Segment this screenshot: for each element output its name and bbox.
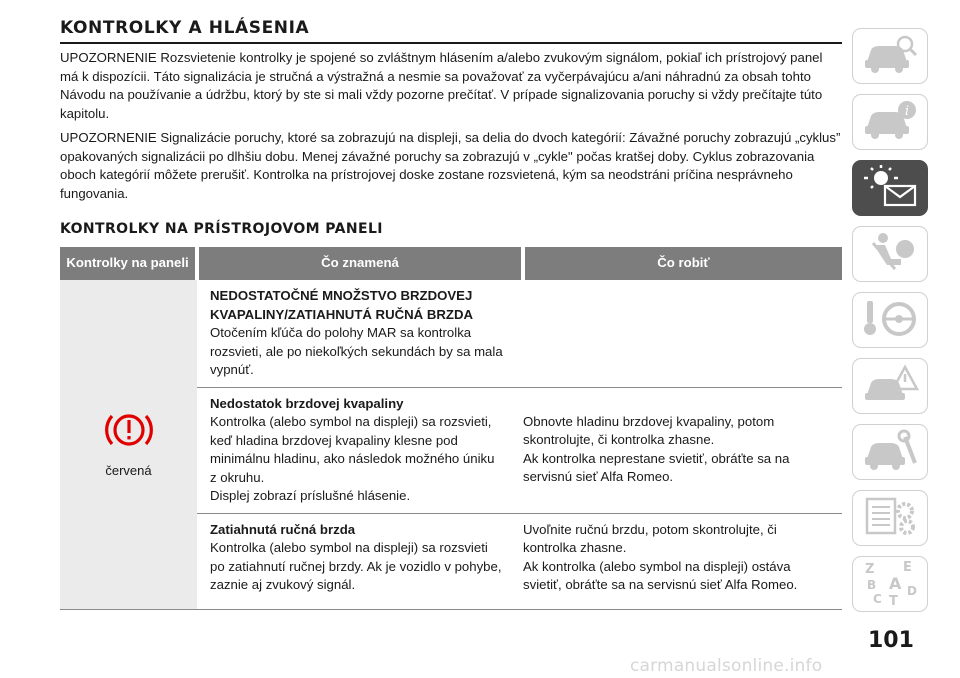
tab-starting-driving[interactable]	[852, 292, 928, 348]
meaning-line: zaznie aj zvukový signál.	[210, 577, 356, 592]
specifications-gears-icon	[861, 495, 919, 542]
column-header-lights: Kontrolky na paneli	[60, 247, 197, 280]
warning-paragraph-1: UPOZORNENIE Rozsvietenie kontrolky je spojené so zvláštnym hlásením a/alebo zvukovým signálom, pokiaľ ich prístrojový panel má k dispozícii. Táto signalizácia je stručná a výstražná a nesmie sa považovať za vyčerpávajúcu a/ani náhradnú za obsah tohto Návodu na používanie a údržbu, ktorý by ste si mali vždy pozorne prečítať. V prípade signalizovania poruchy si vždy prečítajte túto kapitolu.	[60, 50, 823, 121]
meaning-line: Kontrolka (alebo symbol na displeji) sa rozsvieti,	[210, 414, 492, 429]
alphabetical-index-icon	[859, 559, 921, 610]
svg-text:A: A	[889, 573, 902, 593]
meaning-line: minimálnu hladinu, ako následok možného úniku	[210, 451, 495, 466]
action-cell	[523, 387, 842, 513]
airbag-seat-icon	[861, 231, 919, 278]
page-title: KONTROLKY A HLÁSENIA	[60, 18, 842, 44]
row-heading: Zatiahnutá ručná brzda	[210, 521, 356, 537]
page-number: 101	[868, 628, 914, 653]
tab-car-search[interactable]	[852, 28, 928, 84]
main-content	[60, 18, 842, 237]
warning-light-message-icon	[859, 164, 921, 213]
table-header-row	[60, 247, 842, 280]
tab-maintenance[interactable]	[852, 424, 928, 480]
svg-text:C: C	[873, 591, 882, 605]
brake-warning-icon	[102, 408, 156, 458]
svg-text:Z: Z	[865, 561, 875, 577]
lamp-cell	[60, 280, 197, 609]
tab-warning-lights[interactable]	[852, 160, 928, 216]
row-heading: NEDOSTATOČNÉ MNOŽSTVO BRZDOVEJ	[210, 288, 473, 303]
svg-text:E: E	[903, 559, 912, 575]
chapter-sidebar	[852, 28, 932, 622]
key-steering-wheel-icon	[861, 297, 919, 344]
meaning-line: Kontrolka (alebo symbol na displeji) sa rozsvieti	[210, 540, 488, 555]
meaning-line: keď hladina brzdovej kvapaliny klesne pod	[210, 432, 458, 448]
tab-car-info[interactable]	[852, 94, 928, 150]
meaning-cell	[197, 387, 523, 513]
meaning-line: z okruhu.	[210, 469, 265, 485]
action-line: svietiť, obráťte sa na servisnú sieť Alfa Romeo.	[523, 577, 798, 592]
column-header-meaning: Čo znamená	[197, 247, 523, 280]
action-line: kontrolka zhasne.	[523, 540, 627, 555]
svg-text:D: D	[907, 583, 917, 598]
row-heading: KVAPALINY/ZATIAHNUTÁ RUČNÁ BRZDA	[210, 306, 473, 322]
table-row	[60, 280, 842, 387]
action-line: Obnovte hladinu brzdovej kvapaliny, potom	[523, 413, 775, 429]
meaning-line: po zatiahnutí ručnej brzdy. Ak je vozidlo v pohybe,	[210, 558, 502, 574]
action-line: Ak kontrolka neprestane svietiť, obráťte sa na	[523, 450, 790, 466]
car-search-icon	[861, 34, 919, 79]
meaning-line: rozsvieti, ale po niekoľkých sekundách by sa mala	[210, 343, 503, 359]
car-crash-warning-icon	[861, 363, 919, 410]
column-header-action: Čo robiť	[523, 247, 842, 280]
meaning-cell	[197, 280, 523, 387]
lamp-color-label: červená	[105, 462, 152, 478]
warning-lights-table	[60, 247, 842, 610]
svg-text:T: T	[889, 593, 898, 605]
warning-paragraph-2: UPOZORNENIE Signalizácie poruchy, ktoré sa zobrazujú na displeji, sa delia do dvoch kategórií: Závažné poruchy zobrazujú „cyklus” opakovaných signalizácii po dlhšiu dobu. Menej závažné poruchy sa zobrazujú v „cykle" počas kratšej doby. Cyklus zobrazovania oboch kategórií môžete prerušiť. Kontrolka na prístrojovej doske zostane rozsvietená, kým sa neodstráni príčina nesprávneho fungovania.	[60, 130, 841, 201]
tab-index[interactable]	[852, 556, 928, 612]
tab-emergency[interactable]	[852, 358, 928, 414]
action-line: Ak kontrolka (alebo symbol na displeji) ostáva	[523, 558, 791, 574]
meaning-line: Otočením kľúča do polohy MAR sa kontrolka	[210, 325, 472, 340]
tab-specifications[interactable]	[852, 490, 928, 546]
meaning-cell	[197, 513, 523, 609]
car-wrench-icon	[861, 429, 919, 476]
action-cell	[523, 280, 842, 387]
car-info-icon	[861, 100, 919, 145]
meaning-line: vypnúť.	[210, 362, 254, 377]
row-heading: Nedostatok brzdovej kvapaliny	[210, 395, 404, 411]
section-subtitle: KONTROLKY NA PRÍSTROJOVOM PANELI	[60, 221, 383, 237]
action-cell	[523, 513, 842, 609]
svg-text:i: i	[904, 103, 910, 119]
action-line: skontrolujte, či kontrolka zhasne.	[523, 432, 715, 447]
action-line: servisnú sieť Alfa Romeo.	[523, 469, 674, 484]
action-line: Uvoľnite ručnú brzdu, potom skontrolujte, či	[523, 521, 777, 537]
svg-text:B: B	[867, 577, 877, 592]
watermark: carmanualsonline.info	[630, 656, 823, 676]
meaning-line: Displej zobrazí príslušné hlásenie.	[210, 488, 411, 503]
tab-safety[interactable]	[852, 226, 928, 282]
